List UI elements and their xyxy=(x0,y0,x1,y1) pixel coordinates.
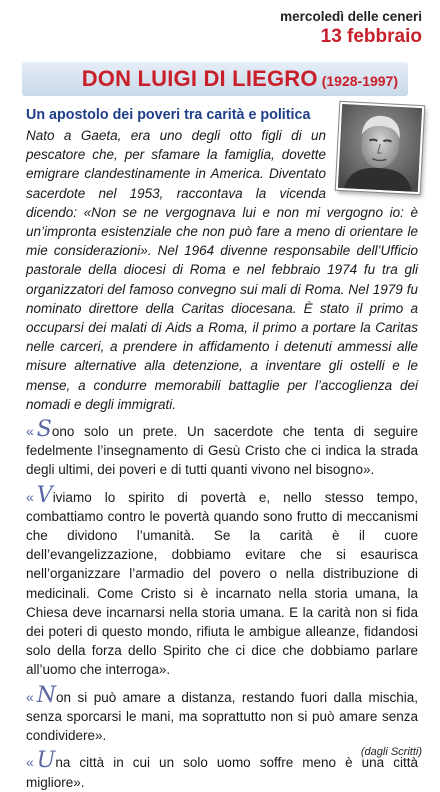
quote-text: on si può amare a distanza, restando fuori dalla mischia, senza sporcarsi le mani, ma soprattutto non si può amare senza condividere». xyxy=(26,689,418,744)
quote-2 xyxy=(26,482,418,680)
life-years: (1928-1997) xyxy=(321,73,398,89)
article-subtitle: Un apostolo dei poveri tra carità e politica xyxy=(26,107,311,123)
quote-initial: N xyxy=(36,682,57,708)
quote-1 xyxy=(26,417,418,480)
quote-mark: « xyxy=(26,488,34,505)
source-credit: (dagli Scritti) xyxy=(360,746,422,758)
quote-text: iviamo lo spirito di povertà e, nello stesso tempo, combattiamo contro le povertà quando sono frutto di meccanismi che dividono l’umanità. Se la carità è il cuore dell’evangelizzazione, dobbiamo evitare che si esaurisca nell’organizzare l’armadio del povero o nella distribuzione di medicinali. Come Cristo si è incarnato nella storia umana, la Chiesa deve incarnarsi nella storia umana. E la carità non si fida dei poteri di questo mondo, rifiuta le ambigue alleanze, fidandosi solo della forza dello Spirito che ci dice che dobbiamo parlare all’uomo che interroga». xyxy=(26,489,418,678)
biography-body: Nato a Gaeta, era uno degli otto figli di un pescatore che, per sfamare la famiglia, dovette emigrare clandestinamente in America. Diventato sacerdote nel 1953, raccontava la vicenda dicendo: «Non se ne vergognava lui e non mi vergogno io: è un’impronta esistenziale che non può fare a meno di orientare le mie considerazioni». Nel 1964 divenne responsabile dell’Ufficio pastorale della diocesi di Roma e nel febbraio 1974 fu tra gli organizzatori del famoso convegno sui mali di Roma. Nel 1979 fu nominato direttore della Caritas diocesana. È stato il primo a occuparsi dei malati di Aids a Roma, il primo a portare la Caritas nelle carceri, a prendere in affidamento i detenuti ammessi alle misure alternative alla detenzione, a inventare gli ostelli e le mense, a condurre memorabili battaglie per l’accoglienza dei nomadi e degli immigrati. xyxy=(26,128,418,412)
quote-initial: U xyxy=(36,748,56,774)
quote-text: ono solo un prete. Un sacerdote che tenta di seguire fedelmente l’insegnamento di Gesù Cristo che ci indica la strada degli ultimi, dei poveri e di tutti quanti vivono nel bisogno». xyxy=(26,424,418,478)
quote-initial: S xyxy=(36,417,52,443)
article xyxy=(26,106,418,792)
portrait-image xyxy=(338,104,422,192)
title-banner xyxy=(22,62,408,96)
quote-3 xyxy=(26,682,418,746)
person-name: DON LUIGI DI LIEGRO xyxy=(81,66,318,91)
quote-text: na città in cui un solo uomo soffre meno è una città migliore». xyxy=(26,755,418,790)
date-block xyxy=(280,8,422,48)
quote-mark: « xyxy=(26,754,34,771)
liturgical-day: mercoledì delle ceneri xyxy=(280,9,422,24)
quote-initial: V xyxy=(36,482,53,508)
quote-mark: « xyxy=(26,423,34,440)
date: 13 febbraio xyxy=(320,26,422,47)
portrait-photo xyxy=(336,102,424,194)
banner-title xyxy=(82,66,398,92)
quote-mark: « xyxy=(26,688,34,705)
